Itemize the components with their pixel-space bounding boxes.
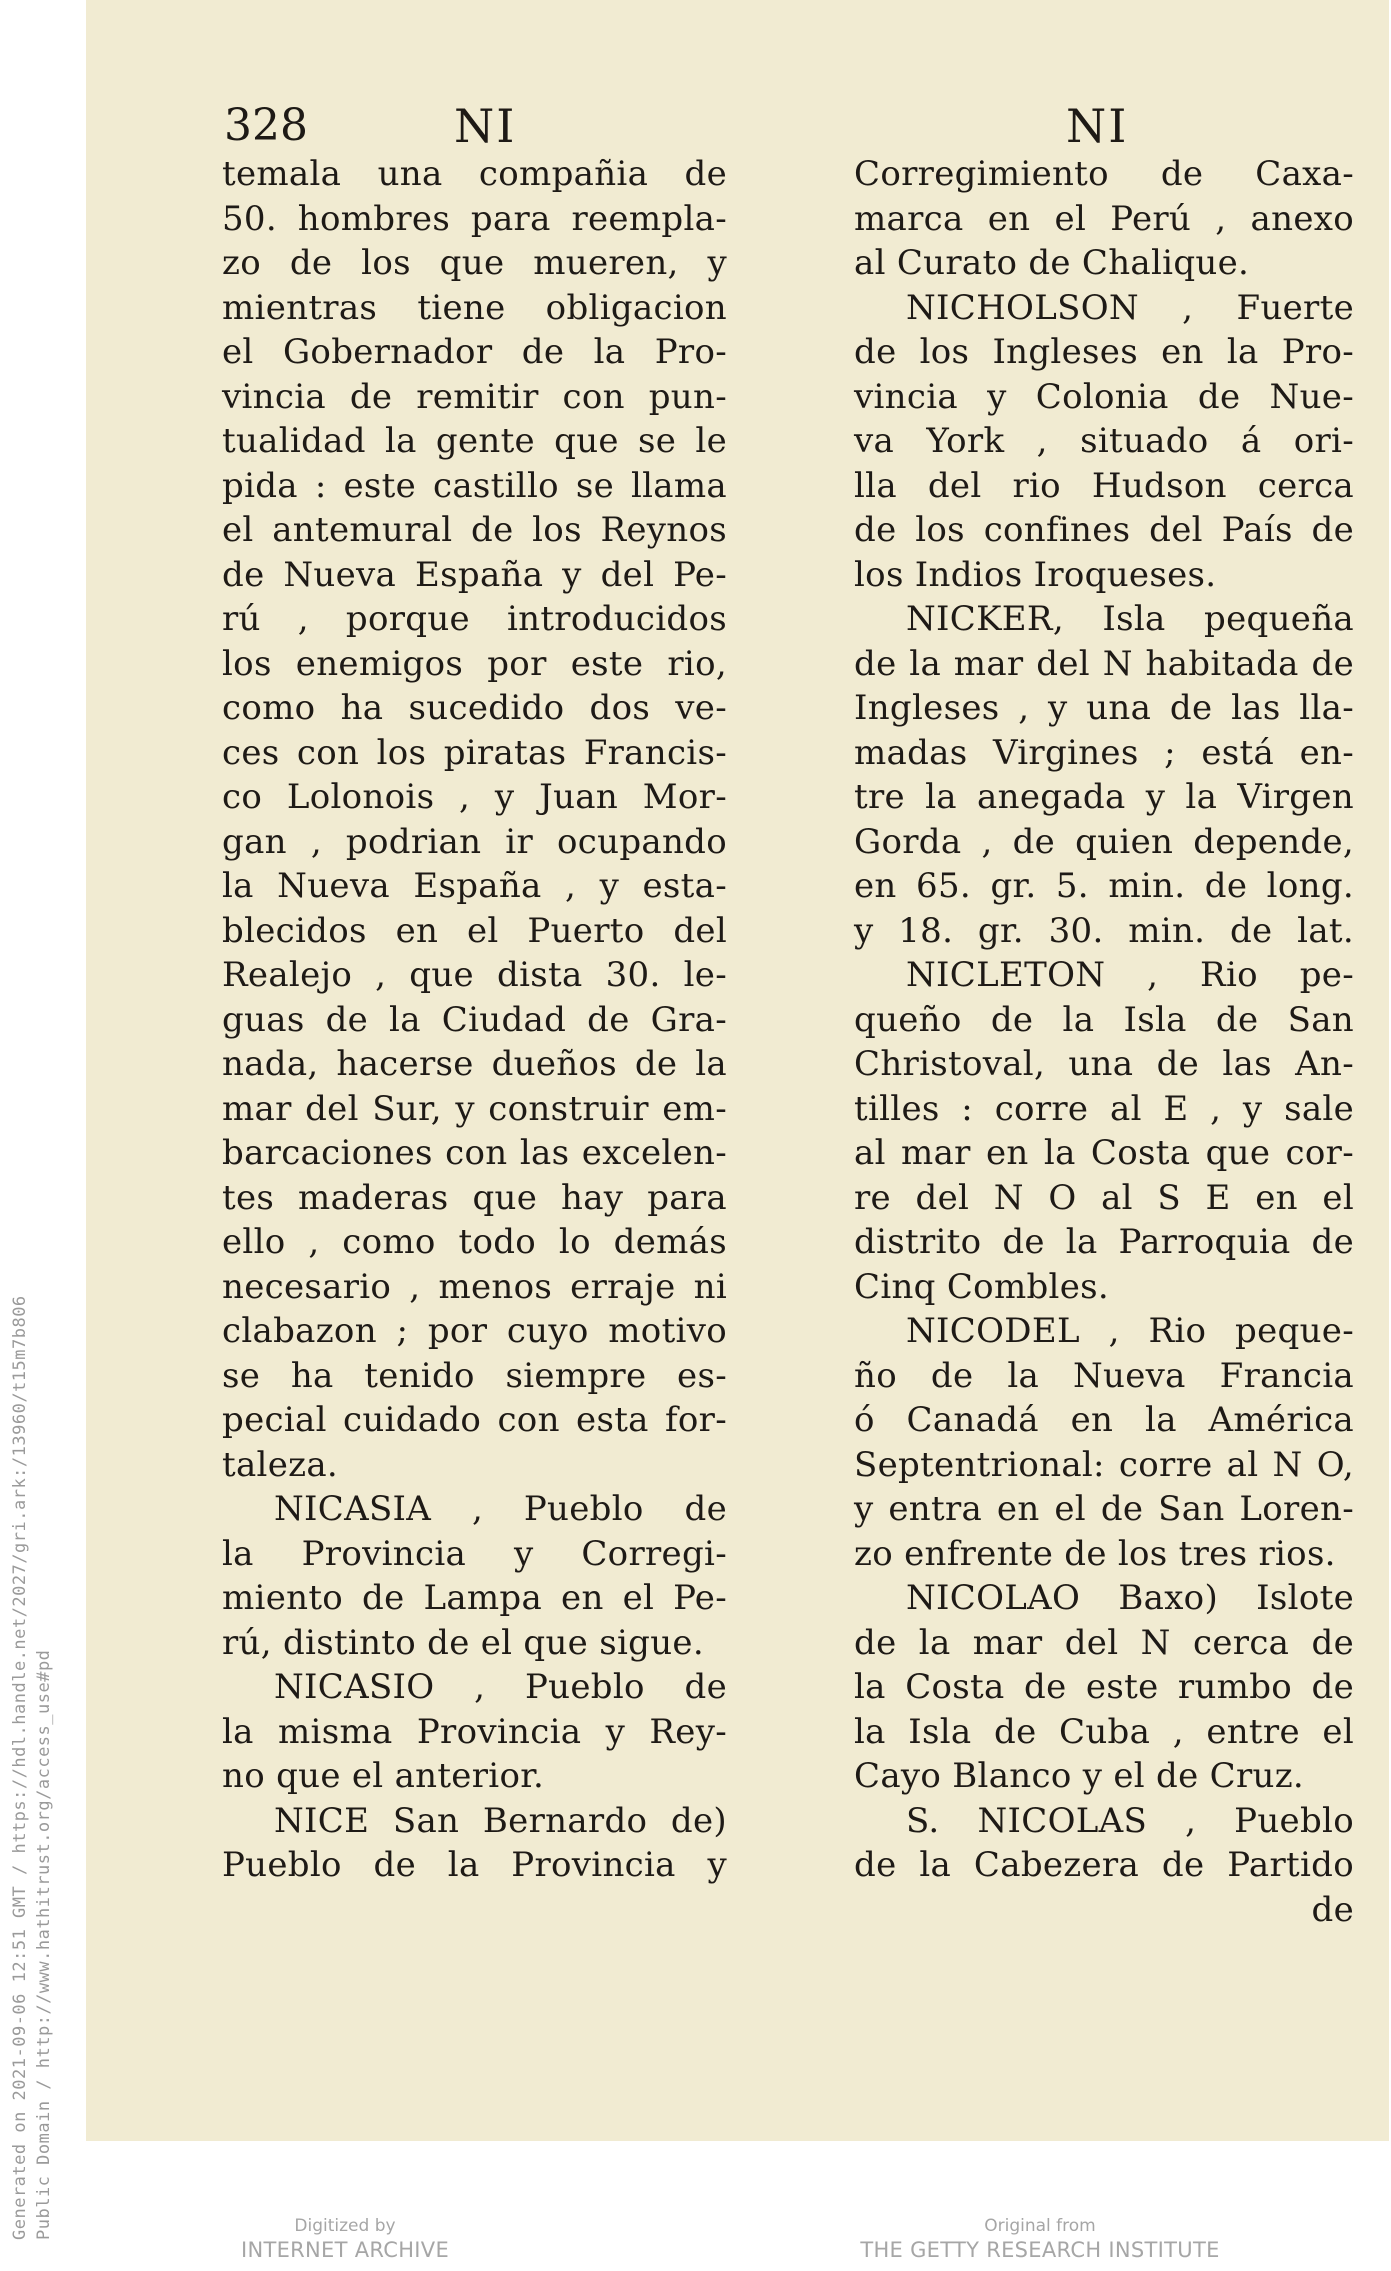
text-line: de los Ingleses en la Pro- xyxy=(854,332,1354,372)
text-line: ces con los piratas Francis- xyxy=(222,732,727,773)
running-head-right: NI xyxy=(1066,99,1129,153)
book-page xyxy=(86,0,1389,2141)
text-line: NICKER, Isla pequeña xyxy=(906,599,1354,639)
text-line: de la mar del N habitada de xyxy=(854,643,1354,684)
original-from-credit xyxy=(840,2215,1240,2263)
text-line: taleza. xyxy=(222,1444,339,1485)
text-line: se ha tenido siempre es- xyxy=(222,1355,727,1396)
text-line: en 65. gr. 5. min. de long. xyxy=(854,866,1354,906)
text-line: zo de los que mueren, y xyxy=(222,243,727,283)
text-line: Septentrional: corre al N O, xyxy=(854,1444,1354,1485)
text-line: los enemigos por este rio, xyxy=(222,643,727,684)
text-line: rú, distinto de el que sigue. xyxy=(222,1622,704,1663)
text-line: ello , como todo lo demás xyxy=(222,1222,727,1262)
text-line: blecidos en el Puerto del xyxy=(222,910,727,951)
text-line: al Curato de Chalique. xyxy=(854,243,1250,283)
text-line: guas de la Ciudad de Gra- xyxy=(222,999,727,1040)
text-line: de la mar del N cerca de xyxy=(854,1622,1354,1663)
text-line: NICE San Bernardo de) xyxy=(274,1800,727,1841)
getty-institute-label: THE GETTY RESEARCH INSTITUTE xyxy=(860,2238,1220,2262)
text-line: madas Virgines ; está en- xyxy=(854,732,1354,773)
text-line: tes maderas que hay para xyxy=(222,1177,727,1218)
text-line: barcaciones con las excelen- xyxy=(222,1133,727,1173)
text-line: como ha sucedido dos ve- xyxy=(222,688,727,728)
text-line: Gorda , de quien depende, xyxy=(854,821,1354,862)
text-line: la Costa de este rumbo de xyxy=(854,1667,1354,1707)
text-line: NICASIA , Pueblo de xyxy=(274,1489,727,1529)
text-line: gan , podrian ir ocupando xyxy=(222,821,727,862)
text-line: Cinq Combles. xyxy=(854,1266,1109,1307)
digitized-by-credit xyxy=(230,2215,460,2263)
text-line: la misma Provincia y Rey- xyxy=(222,1711,727,1752)
text-line: rú , porque introducidos xyxy=(222,599,727,639)
page-content xyxy=(222,99,1354,1930)
text-line: vincia y Colonia de Nue- xyxy=(854,376,1354,417)
text-line: marca en el Perú , anexo xyxy=(854,198,1354,239)
text-line: NICODEL , Rio peque- xyxy=(906,1311,1354,1351)
text-line: NICHOLSON , Fuerte xyxy=(906,287,1354,328)
text-line: NICOLAO Baxo) Islote xyxy=(906,1578,1354,1618)
right-column xyxy=(854,152,1354,1932)
original-from-label: Original from xyxy=(984,2216,1096,2236)
text-line: Pueblo de la Provincia y xyxy=(222,1845,727,1885)
running-head-left: NI xyxy=(454,99,517,153)
text-line: nada, hacerse dueños de la xyxy=(222,1044,727,1084)
text-line: de la Cabezera de Partido xyxy=(854,1845,1354,1885)
text-line: tre la anegada y la Virgen xyxy=(854,777,1354,817)
text-line: lla del rio Hudson cerca xyxy=(854,465,1354,506)
text-line: tilles : corre al E , y sale xyxy=(854,1088,1354,1129)
text-line: al mar en la Costa que cor- xyxy=(854,1133,1354,1173)
text-line: zo enfrente de los tres rios. xyxy=(854,1533,1336,1574)
rights-note: Public Domain / http://www.hathitrust.org/access_use#pd xyxy=(34,1649,54,2240)
text-line: Christoval, una de las An- xyxy=(854,1044,1354,1084)
text-line: re del N O al S E en el xyxy=(854,1177,1354,1218)
left-column xyxy=(222,152,727,1888)
internet-archive-label: INTERNET ARCHIVE xyxy=(240,2238,450,2262)
text-line: Ingleses , y una de las lla- xyxy=(854,688,1354,728)
text-line: 50. hombres para reempla- xyxy=(222,198,727,239)
text-line: ño de la Nueva Francia xyxy=(854,1355,1354,1396)
text-line: no que el anterior. xyxy=(222,1756,545,1796)
text-line: vincia de remitir con pun- xyxy=(222,376,727,417)
text-line: la Isla de Cuba , entre el xyxy=(854,1711,1354,1752)
digitized-by-label: Digitized by xyxy=(294,2216,396,2236)
text-line: tualidad la gente que se le xyxy=(222,421,727,461)
text-line: ó Canadá en la América xyxy=(854,1400,1354,1440)
hathitrust-margin-note xyxy=(8,1140,64,2240)
page-header xyxy=(222,100,1352,152)
text-line: la Nueva España , y esta- xyxy=(222,866,727,906)
text-line: pida : este castillo se llama xyxy=(222,465,727,506)
text-line: queño de la Isla de San xyxy=(854,999,1354,1040)
text-line: co Lolonois , y Juan Mor- xyxy=(222,777,727,817)
text-line: miento de Lampa en el Pe- xyxy=(222,1578,727,1618)
text-line: los Indios Iroqueses. xyxy=(854,554,1217,595)
text-line: pecial cuidado con esta for- xyxy=(222,1400,727,1440)
text-line: el antemural de los Reynos xyxy=(222,510,727,550)
text-line: Realejo , que dista 30. le- xyxy=(222,955,727,995)
text-line: y entra en el de San Loren- xyxy=(854,1489,1354,1529)
text-line: clabazon ; por cuyo motivo xyxy=(222,1311,727,1351)
text-line: mientras tiene obligacion xyxy=(222,287,727,328)
text-line: necesario , menos erraje ni xyxy=(222,1266,727,1307)
text-line: la Provincia y Corregi- xyxy=(222,1533,727,1574)
text-line: Corregimiento de Caxa- xyxy=(854,154,1354,194)
generated-note: Generated on 2021-09-06 12:51 GMT / https://hdl.handle.net/2027/gri.ark:/13960/t15m7b806 xyxy=(10,1295,30,2240)
text-line: el Gobernador de la Pro- xyxy=(222,332,727,372)
text-line: de Nueva España y del Pe- xyxy=(222,554,727,595)
text-line: y 18. gr. 30. min. de lat. xyxy=(854,910,1354,951)
text-line: distrito de la Parroquia de xyxy=(854,1222,1354,1262)
text-line: NICASIO , Pueblo de xyxy=(274,1667,727,1707)
text-line: va York , situado á ori- xyxy=(854,421,1354,461)
text-line: Cayo Blanco y el de Cruz. xyxy=(854,1756,1305,1796)
text-line: de los confines del País de xyxy=(854,510,1354,550)
text-line: S. NICOLAS , Pueblo xyxy=(906,1800,1354,1841)
text-line: temala una compañia de xyxy=(222,154,727,194)
text-line: mar del Sur, y construir em- xyxy=(222,1088,727,1129)
text-line: NICLETON , Rio pe- xyxy=(906,955,1354,995)
text-line: de xyxy=(1311,1889,1354,1930)
page-number: 328 xyxy=(224,100,308,151)
